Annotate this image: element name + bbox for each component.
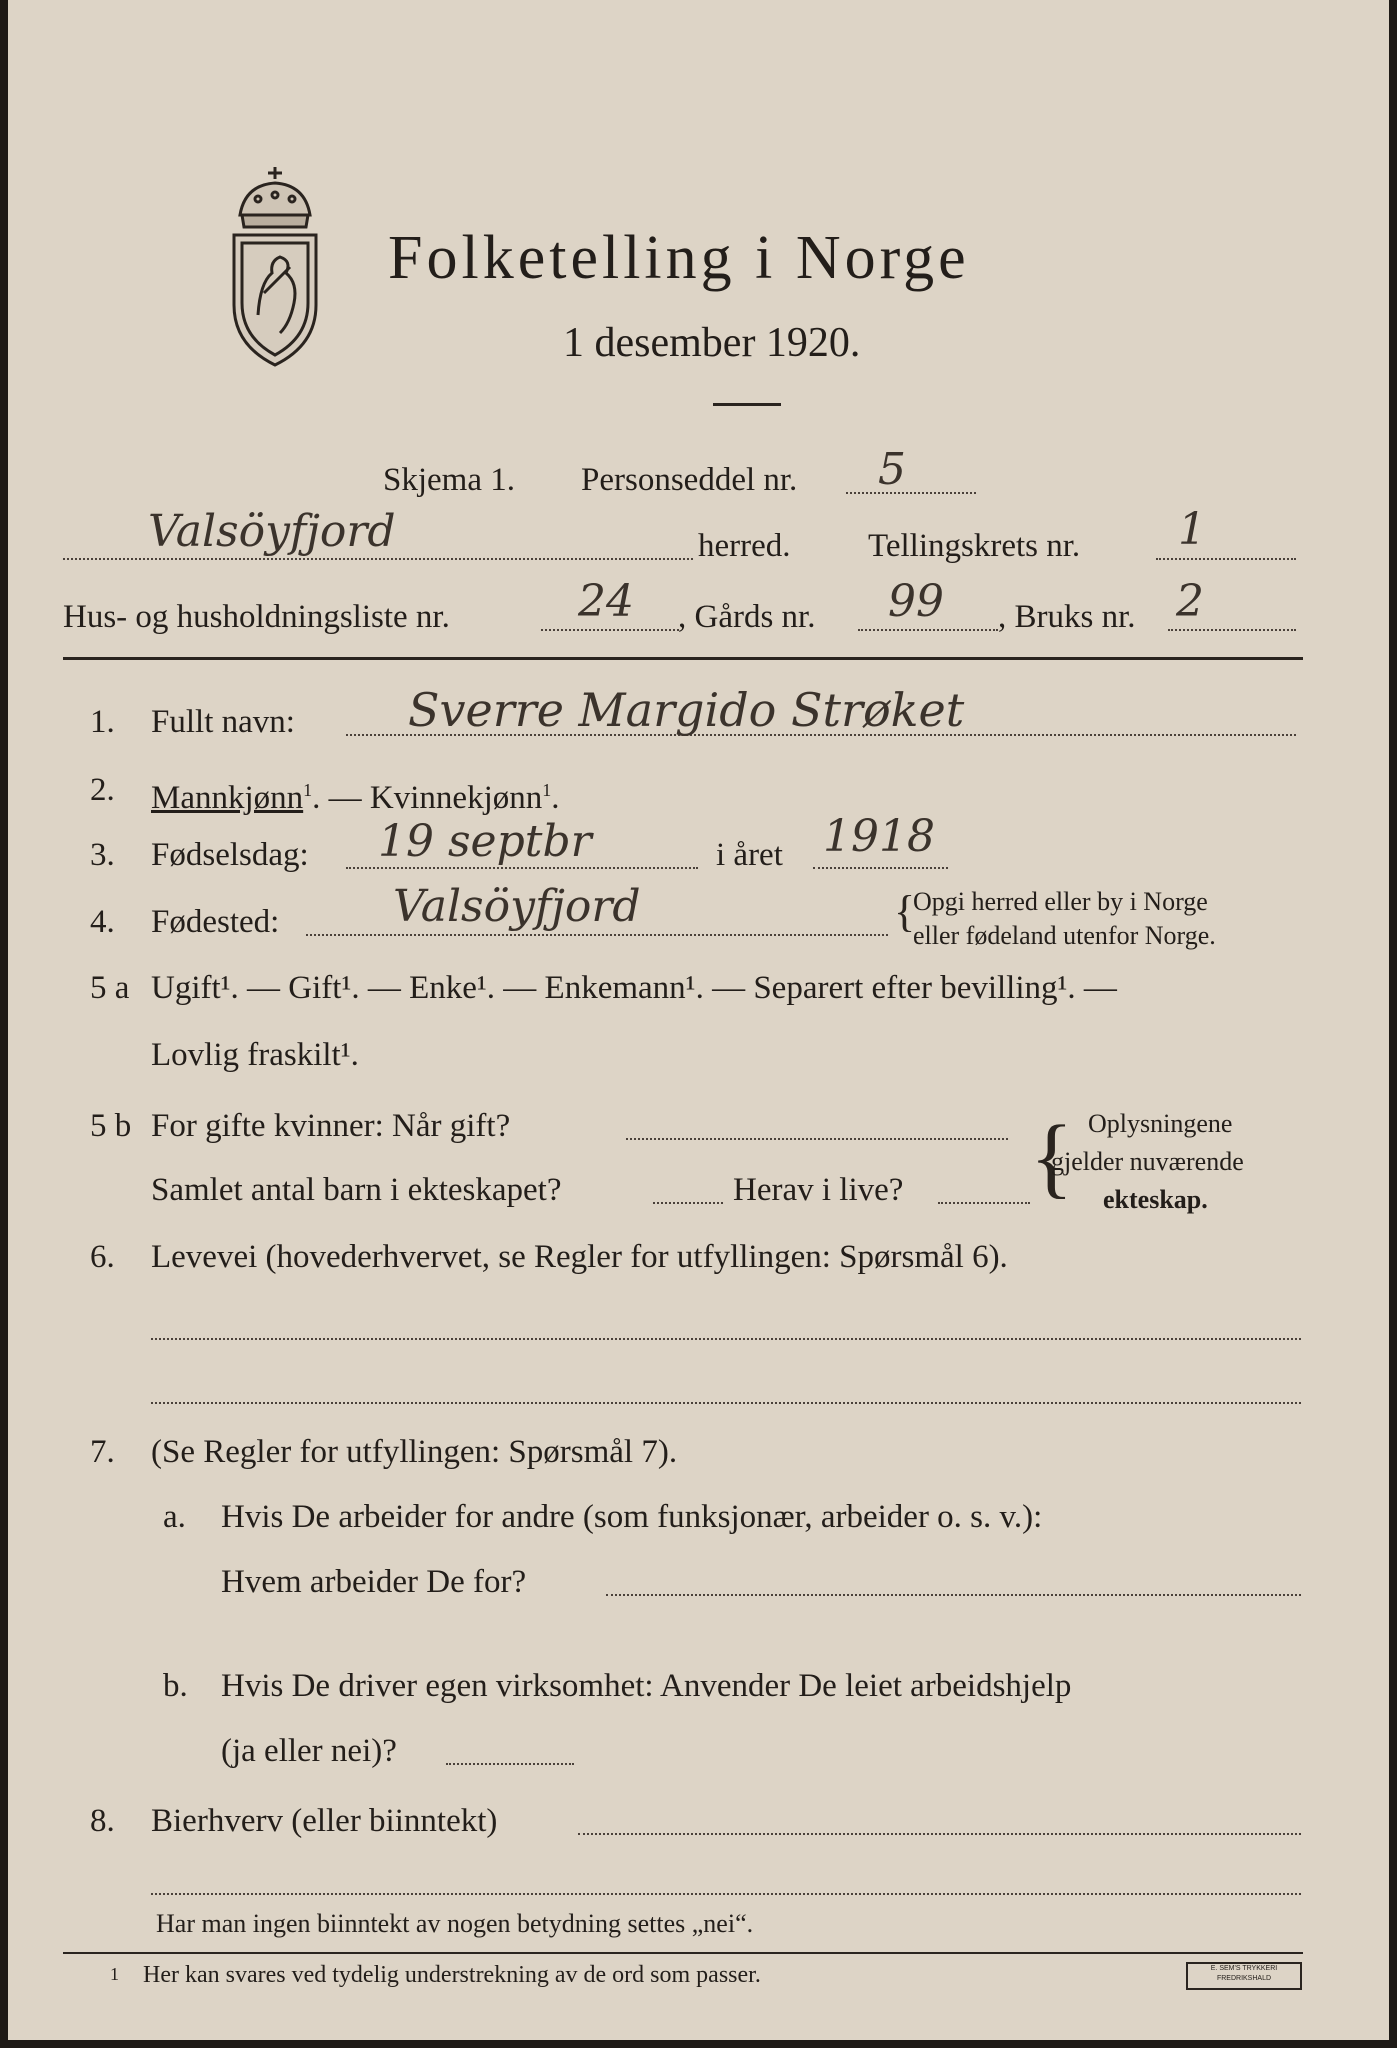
q2-end: .	[551, 780, 560, 816]
herred-label: herred.	[698, 528, 791, 564]
hus-value[interactable]: 24	[578, 576, 634, 627]
q1-value[interactable]: Sverre Margido Strøket	[408, 683, 965, 737]
q5b-married-label: For gifte kvinner: Når gift?	[151, 1108, 511, 1144]
q5b-alive-line	[938, 1202, 1030, 1204]
q3-label: Fødselsdag:	[151, 837, 309, 873]
header-rule	[63, 657, 1303, 660]
herred-line	[63, 558, 693, 560]
gards-label: , Gårds nr.	[678, 599, 816, 635]
q8-label: Bierhverv (eller biinntekt)	[151, 1803, 498, 1839]
q4-note-line2: eller fødeland utenfor Norge.	[913, 921, 1216, 950]
hus-label: Hus- og husholdningsliste nr.	[63, 599, 450, 635]
q7a-label: Hvis De arbeider for andre (som funksjonær, arbeider o. s. v.):	[221, 1499, 1043, 1535]
q4-line	[306, 934, 888, 936]
footer-note: Har man ingen biinntekt av nogen betydning settes „nei“.	[156, 1909, 754, 1938]
form-date: 1 desember 1920.	[563, 320, 861, 366]
skjema-label: Skjema 1.	[383, 462, 515, 498]
q2-number: 2.	[90, 772, 115, 808]
q8-number: 8.	[90, 1803, 115, 1839]
q7a-employer-line[interactable]	[606, 1594, 1301, 1596]
bruks-value[interactable]: 2	[1176, 576, 1204, 627]
footnote-number: 1	[110, 1964, 119, 1984]
census-form	[8, 0, 1389, 2040]
form-title: Folketelling i Norge	[388, 224, 970, 292]
q7a-employer-label: Hvem arbeider De for?	[221, 1564, 527, 1600]
q7b-answer-line[interactable]	[446, 1763, 574, 1765]
q5a-options[interactable]: Ugift¹. — Gift¹. — Enke¹. — Enkemann¹. — Separert efter bevilling¹. —	[151, 970, 1117, 1006]
q5b-alive-label: Herav i live?	[733, 1172, 904, 1208]
q3-number: 3.	[90, 837, 115, 873]
q6-answer-line1[interactable]	[151, 1338, 1301, 1340]
footnote-text: Her kan svares ved tydelig understrekning av de ord som passer.	[143, 1962, 761, 1988]
tellingskrets-line	[1156, 558, 1296, 560]
tellingskrets-label: Tellingskrets nr.	[868, 528, 1081, 564]
q5b-note-line2: gjelder nuværende	[1051, 1147, 1244, 1176]
q1-label: Fullt navn:	[151, 704, 295, 740]
q2-female-option[interactable]: . — Kvinnekjønn	[312, 780, 543, 816]
title-divider	[713, 403, 781, 406]
q7-number: 7.	[90, 1434, 115, 1470]
q8-answer-line1[interactable]	[578, 1833, 1301, 1835]
q5a-options-cont[interactable]: Lovlig fraskilt¹.	[151, 1037, 359, 1073]
printer-stamp: E. SEM'S TRYKKERI FREDRIKSHALD	[1186, 1962, 1302, 1990]
q5b-brace: {	[1030, 1108, 1074, 1207]
q2-male-option[interactable]: Mannkjønn	[151, 780, 304, 816]
q7-label: (Se Regler for utfyllingen: Spørsmål 7).	[151, 1434, 678, 1470]
q4-label: Fødested:	[151, 904, 280, 940]
q7b-label: Hvis De driver egen virksomhet: Anvender De leiet arbeidshjelp	[221, 1668, 1072, 1704]
q3-value[interactable]: 19 septbr	[378, 816, 592, 867]
q7b-answer-label: (ja eller nei)?	[221, 1733, 397, 1769]
q8-answer-line2[interactable]	[151, 1893, 1301, 1895]
q6-label: Levevei (hovederhvervet, se Regler for utfyllingen: Spørsmål 6).	[151, 1239, 1008, 1275]
q5b-married-line	[626, 1138, 1008, 1140]
q3-year-value[interactable]: 1918	[823, 811, 935, 862]
gards-line	[858, 629, 998, 631]
q3-year-label: i året	[716, 837, 783, 873]
coat-of-arms-emblem	[220, 165, 330, 370]
gards-value[interactable]: 99	[888, 576, 944, 627]
q3-line	[346, 867, 698, 869]
q6-number: 6.	[90, 1239, 115, 1275]
q4-value[interactable]: Valsöyfjord	[393, 881, 641, 932]
q7a-letter: a.	[163, 1499, 186, 1535]
personseddel-value[interactable]: 5	[878, 444, 906, 495]
hus-line	[541, 629, 679, 631]
q4-note-line1: Opgi herred eller by i Norge	[913, 887, 1208, 916]
bruks-line	[1168, 629, 1296, 631]
q7b-letter: b.	[163, 1668, 188, 1704]
q5b-children-line	[653, 1202, 723, 1204]
q2-options: Mannkjønn$^1$. — Kvinnekjønn$^1$.	[151, 780, 560, 816]
q5a-number: 5 a	[90, 970, 130, 1006]
q6-answer-line2[interactable]	[151, 1402, 1301, 1404]
herred-value[interactable]: Valsöyfjord	[148, 506, 396, 557]
q5b-note-line1: Oplysningene	[1088, 1109, 1233, 1138]
personseddel-line	[846, 492, 976, 494]
q5b-number: 5 b	[90, 1108, 132, 1144]
q3-year-line	[813, 867, 948, 869]
footer-rule	[63, 1952, 1303, 1954]
q4-number: 4.	[90, 904, 115, 940]
q4-brace: {	[894, 887, 916, 936]
personseddel-label: Personseddel nr.	[581, 462, 798, 498]
q5b-note-line3: ekteskap.	[1103, 1185, 1208, 1214]
tellingskrets-value[interactable]: 1	[1178, 504, 1206, 555]
q1-number: 1.	[90, 704, 115, 740]
bruks-label: , Bruks nr.	[998, 599, 1136, 635]
q5b-children-label: Samlet antal barn i ekteskapet?	[151, 1172, 562, 1208]
